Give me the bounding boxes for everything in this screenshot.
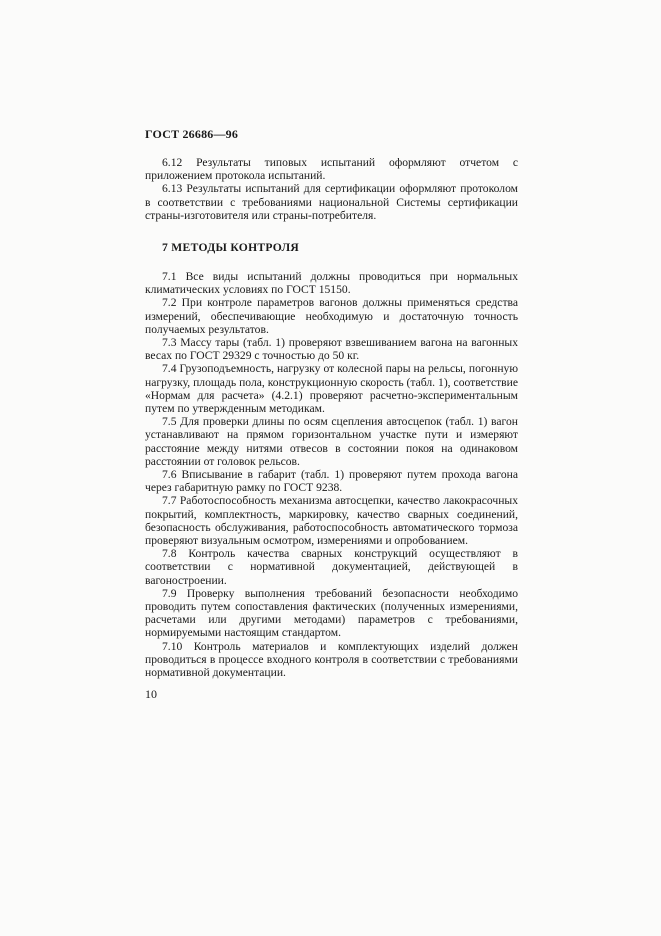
page-number: 10 (145, 687, 157, 701)
paragraph-6-12: 6.12 Результаты типовых испытаний оформляют отчетом с приложением протокола испытаний. (145, 156, 518, 183)
paragraph-7-1: 7.1 Все виды испытаний должны проводиться при нормальных климатических условиях по ГОСТ 15150. (145, 270, 518, 297)
paragraph-7-4: 7.4 Грузоподъемность, нагрузку от колесной пары на рельсы, погонную нагрузку, площадь пола, конструкционную скорость (табл. 1), соответствие «Нормам для расчета» (4.2.1) проверяют расчетно-экспериментальным путем по утвержденным методикам. (145, 362, 518, 416)
paragraph-7-9: 7.9 Проверку выполнения требований безопасности необходимо проводить путем сопоставления фактических (полученных измерениями, расчетами или другими методами) параметров с требованиями, нормируемыми настоящим стандартом. (145, 586, 518, 640)
paragraph-7-6: 7.6 Вписывание в габарит (табл. 1) проверяют путем прохода вагона через габаритную рамку по ГОСТ 9238. (145, 468, 518, 495)
section-7-body (145, 270, 518, 679)
paragraph-7-10: 7.10 Контроль материалов и комплектующих изделий должен проводиться в процессе входного контроля в соответствии с требованиями нормативной документации. (145, 639, 518, 680)
paragraph-7-5: 7.5 Для проверки длины по осям сцепления автосцепок (табл. 1) вагон устанавливают на прямом горизонтальном участке пути и измеряют расстояние между нитями отвесов в состоянии покоя на одинаковом расстоянии от головок рельсов. (145, 415, 518, 468)
document-code-header: ГОСТ 26686—96 (145, 127, 239, 141)
section-6-tail (145, 156, 518, 222)
paragraph-7-2: 7.2 При контроле параметров вагонов должны применяться средства измерений, обеспечивающие необходимую и достаточную точность получаемых результатов. (145, 296, 518, 336)
paragraph-7-7: 7.7 Работоспособность механизма автосцепки, качество лакокрасочных покрытий, комплектность, маркировку, качество сварных соединений, безопасность обслуживания, работоспособность автоматического тормоза проверяют визуальным осмотром, измерениями и опробованием. (145, 494, 518, 548)
paragraph-6-13: 6.13 Результаты испытаний для сертификации оформляют протоколом в соответствии с требованиями национальной Системы сертификации страны-изготовителя или страны-потребителя. (145, 182, 518, 222)
paragraph-7-3: 7.3 Массу тары (табл. 1) проверяют взвешиванием вагона на вагонных весах по ГОСТ 29329 с точностью до 50 кг. (145, 336, 518, 363)
section-7-title: 7 МЕТОДЫ КОНТРОЛЯ (162, 241, 300, 254)
paragraph-7-8: 7.8 Контроль качества сварных конструкций осуществляют в соответствии с нормативной документацией, действующей в вагоностроении. (145, 547, 518, 587)
